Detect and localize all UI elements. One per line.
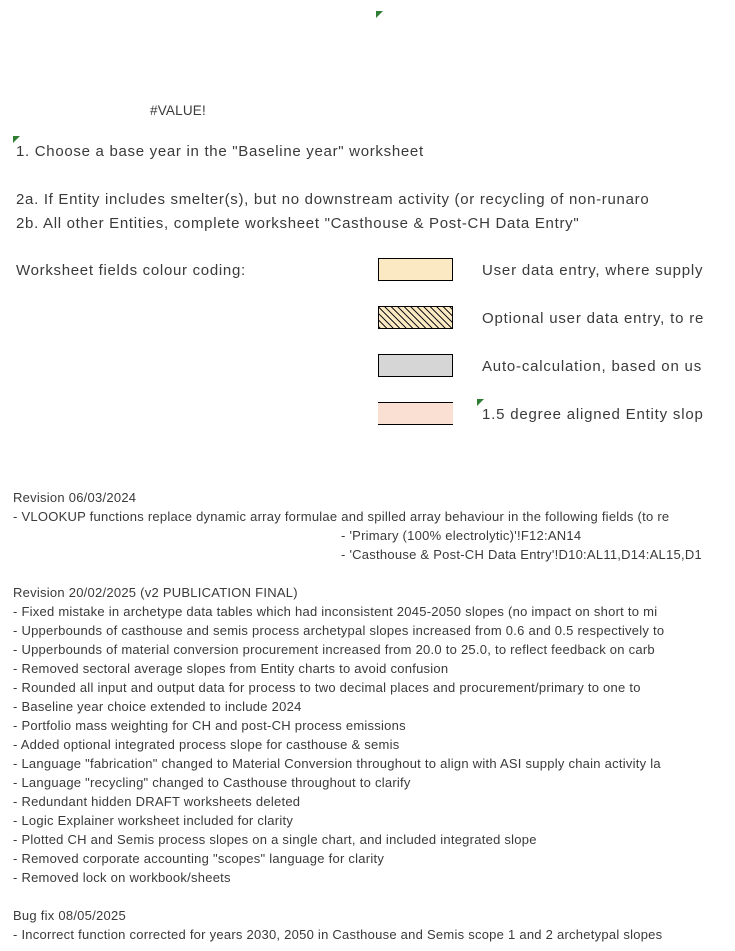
- value-error-cell[interactable]: #VALUE!: [150, 103, 206, 118]
- revision-line[interactable]: - Plotted CH and Semis process slopes on a single chart, and included integrated slope: [13, 832, 537, 847]
- revision-line[interactable]: Bug fix 08/05/2025: [13, 908, 126, 923]
- revision-spacer[interactable]: [13, 564, 735, 583]
- revision-line[interactable]: - Logic Explainer worksheet included for clarity: [13, 813, 294, 828]
- cell-flag-icon: [13, 136, 20, 143]
- revision-line[interactable]: - Upperbounds of material conversion procurement increased from 20.0 to 25.0, to reflect feedback on carb: [13, 642, 655, 657]
- revision-line[interactable]: - Language "recycling" changed to Casthouse throughout to clarify: [13, 775, 411, 790]
- revision-spacer[interactable]: [13, 887, 735, 906]
- legend-swatch-auto-calc[interactable]: [378, 354, 453, 377]
- revision-line[interactable]: - Redundant hidden DRAFT worksheets deleted: [13, 794, 301, 809]
- revision-line[interactable]: - Fixed mistake in archetype data tables which had inconsistent 2045-2050 slopes (no impact on short to mi: [13, 604, 658, 619]
- instruction-step2b-cell[interactable]: 2b. All other Entities, complete worksheet "Casthouse & Post-CH Data Entry": [16, 215, 580, 232]
- revision-line[interactable]: - Baseline year choice extended to include 2024: [13, 699, 302, 714]
- legend-swatch-user-entry[interactable]: [378, 258, 453, 281]
- revision-line[interactable]: - 'Primary (100% electrolytic)'!F12:AN14: [341, 528, 582, 543]
- instruction-step1-cell[interactable]: 1. Choose a base year in the "Baseline year" worksheet: [16, 143, 424, 160]
- legend-label-optional-entry: Optional user data entry, to re: [482, 310, 705, 327]
- cell-flag-icon: [376, 11, 383, 18]
- revision-line[interactable]: - 'Casthouse & Post-CH Data Entry'!D10:AL11,D14:AL15,D1: [341, 547, 702, 562]
- legend-title: Worksheet fields colour coding:: [16, 262, 246, 279]
- revision-line[interactable]: - Portfolio mass weighting for CH and post-CH process emissions: [13, 718, 406, 733]
- revision-line[interactable]: - Rounded all input and output data for process to two decimal places and procurement/primary to one to: [13, 680, 641, 695]
- revision-line[interactable]: Revision 20/02/2025 (v2 PUBLICATION FINAL): [13, 585, 298, 600]
- revision-line[interactable]: - Removed corporate accounting "scopes" language for clarity: [13, 851, 385, 866]
- revision-line[interactable]: - Added optional integrated process slope for casthouse & semis: [13, 737, 400, 752]
- revision-line[interactable]: - Removed sectoral average slopes from Entity charts to avoid confusion: [13, 661, 449, 676]
- revision-line[interactable]: - Incorrect function corrected for years 2030, 2050 in Casthouse and Semis scope 1 and 2 archetypal slopes: [13, 927, 663, 942]
- legend-label-aligned-slope: 1.5 degree aligned Entity slop: [482, 406, 704, 423]
- revision-line[interactable]: - VLOOKUP functions replace dynamic array formulae and spilled array behaviour in the following fields (to re: [13, 509, 670, 524]
- revision-line[interactable]: - Upperbounds of casthouse and semis process archetypal slopes increased from 0.6 and 0.5 respectively to: [13, 623, 665, 638]
- legend-label-auto-calc: Auto-calculation, based on us: [482, 358, 702, 375]
- revision-line[interactable]: - Language "fabrication" changed to Material Conversion throughout to align with ASI supply chain activity la: [13, 756, 661, 771]
- revision-notes: [13, 488, 735, 944]
- legend-swatch-optional-entry[interactable]: [378, 306, 453, 329]
- revision-line[interactable]: - Removed lock on workbook/sheets: [13, 870, 231, 885]
- instruction-step2a-cell[interactable]: 2a. If Entity includes smelter(s), but no downstream activity (or recycling of non-runaro: [16, 191, 650, 208]
- cell-flag-icon: [477, 399, 484, 406]
- legend-label-user-entry: User data entry, where supply: [482, 262, 704, 279]
- revision-line[interactable]: Revision 06/03/2024: [13, 490, 137, 505]
- legend-swatch-aligned-slope[interactable]: [378, 402, 453, 425]
